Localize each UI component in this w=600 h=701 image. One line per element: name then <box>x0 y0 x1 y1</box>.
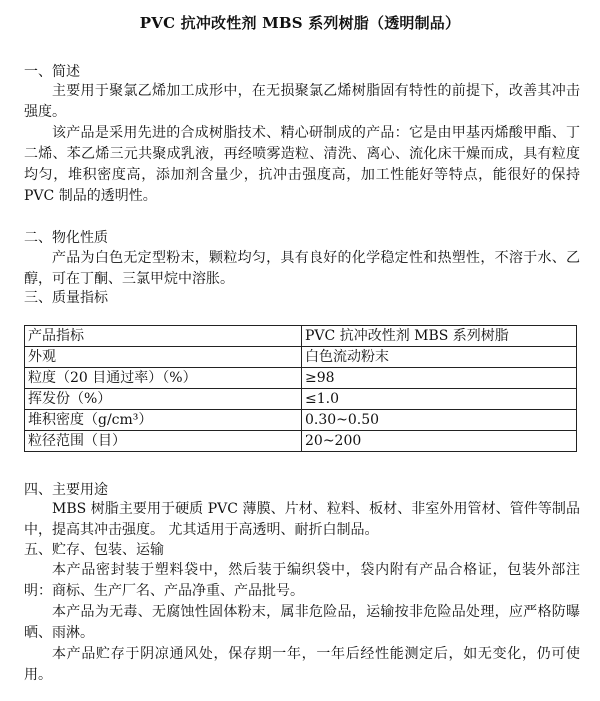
spec-label-cell: 粒径范围（目） <box>25 431 302 452</box>
section-5-paragraph-3: 本产品贮存于阴凉通风处，保存期一年，一年后经性能测定后，如无变化，仍可使用。 <box>24 646 580 683</box>
section-4-heading: 四、主要用途 <box>24 482 108 498</box>
spec-value-cell: PVC 抗冲改性剂 MBS 系列树脂 <box>302 326 577 347</box>
spec-value-cell: ≤1.0 <box>302 389 577 410</box>
spec-value-cell: 20~200 <box>302 431 577 452</box>
section-4-paragraph: MBS 树脂主要用于硬质 PVC 薄膜、片材、粒料、板材、非室外用管材、管件等制品中，提高其冲击强度。 尤其适用于高透明、耐折白制品。 <box>24 501 580 538</box>
quality-spec-table <box>24 325 577 452</box>
spec-label-cell: 粒度（20 目通过率）（%） <box>25 368 302 389</box>
section-2-paragraph: 产品为白色无定型粉末，颗粒均匀，具有良好的化学稳定性和热塑性，不溶于水、乙醇，可在丁酮、三氯甲烷中溶胀。 <box>24 250 580 287</box>
section-5-paragraph-2: 本产品为无毒、无腐蚀性固体粉末，属非危险品，运输按非危险品处理，应严格防曝晒、雨淋。 <box>24 604 580 641</box>
table-row <box>25 431 577 452</box>
spec-label-cell: 外观 <box>25 347 302 368</box>
spec-label-cell: 挥发份（%） <box>25 389 302 410</box>
table-row <box>25 368 577 389</box>
section-1-paragraph-2: 该产品是采用先进的合成树脂技术、精心研制成的产品：它是由甲基丙烯酸甲酯、丁二烯、苯乙烯三元共聚成乳液，再经喷雾造粒、清洗、离心、流化床干燥而成，具有粒度均匀，堆积密度高，添加剂含量少，抗冲击强度高，加工性能好等特点，能很好的保持 PVC 制品的透明性。 <box>24 125 580 204</box>
spec-label-cell: 堆积密度（g/cm³） <box>25 410 302 431</box>
table-row <box>25 326 577 347</box>
section-2-heading: 二、物化性质 <box>24 230 108 246</box>
section-3-heading: 三、质量指标 <box>24 290 108 306</box>
spec-value-cell: ≥98 <box>302 368 577 389</box>
spec-label-cell: 产品指标 <box>25 326 302 347</box>
table-row <box>25 410 577 431</box>
section-1-heading: 一、简述 <box>24 64 80 80</box>
section-5-heading: 五、贮存、包装、运输 <box>24 542 164 558</box>
table-row <box>25 389 577 410</box>
section-1-paragraph-1: 主要用于聚氯乙烯加工成形中，在无损聚氯乙烯树脂固有特性的前提下，改善其冲击强度。 <box>24 83 580 120</box>
document-title: PVC 抗冲改性剂 MBS 系列树脂（透明制品） <box>139 14 461 32</box>
section-5-paragraph-1: 本产品密封装于塑料袋中，然后装于编织袋中，袋内附有产品合格证，包装外部注明：商标、生产厂名、产品净重、产品批号。 <box>24 562 580 599</box>
spec-value-cell: 0.30~0.50 <box>302 410 577 431</box>
table-row <box>25 347 577 368</box>
spec-value-cell: 白色流动粉末 <box>302 347 577 368</box>
